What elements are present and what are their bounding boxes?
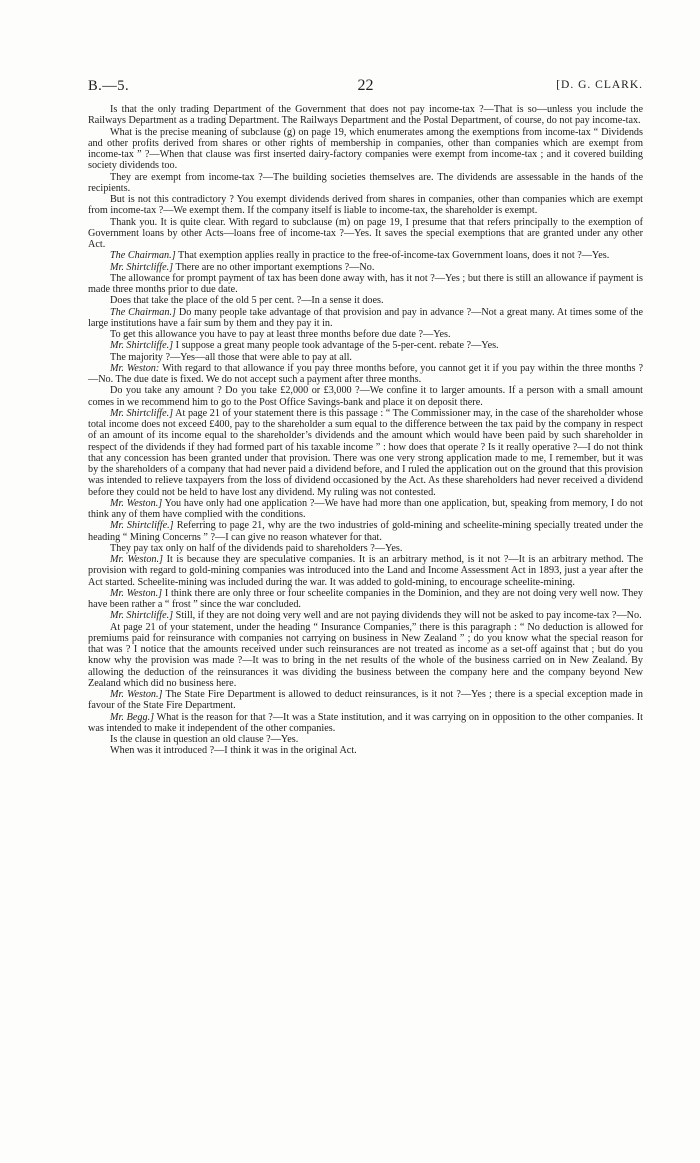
paragraph-text: The State Fire Department is allowed to deduct reinsurances, is it not ?—Yes ; there is a special exception made in favour of the State Fire Department. [88, 689, 643, 712]
paragraph-text: Still, if they are not doing very well and are not paying dividends they will not be asked to pay income-tax ?—No. [175, 610, 642, 622]
paragraph [88, 250, 643, 261]
speaker-label: The Chairman.] [110, 306, 176, 318]
paragraph [88, 734, 643, 745]
paragraph-text: With regard to that allowance if you pay three months before, you cannot get it if you pay within the three months ?—No. The due date is fixed. We do not accept such a payment after three months. [88, 362, 643, 385]
paragraph [88, 689, 643, 712]
paragraph-text: At page 21 of your statement, under the heading “ Insurance Companies,” there is this paragraph : “ No deduction is allowed for premiums paid for reinsurance with companies not carrying on business in New Zealand ” ; do you know what the special reason for that was ? I notice that the amounts received under such reinsurances are not treated as income as a set-off against that ; but do you know why the provision was made ?—It was to bring in the net results of the whole of the business carried on in New Zealand. By allowing the deduction of the reinsurances it was dividing the business between the company here and the company beyond New Zealand which did no business here. [88, 621, 643, 689]
paragraph [88, 127, 643, 172]
paragraph [88, 307, 643, 330]
paragraph-text: You have only had one application ?—We have had more than one application, but, speaking from memory, I do not think any of them have complied with the conditions. [88, 497, 643, 520]
paragraph [88, 622, 643, 690]
paragraph [88, 498, 643, 521]
paragraph-text: To get this allowance you have to pay at least three months before due date ?—Yes. [110, 329, 451, 340]
paragraph [88, 295, 643, 306]
paragraph [88, 385, 643, 408]
paragraph-text: Referring to page 21, why are the two industries of gold-mining and scheelite-mining specially treated under the heading “ Mining Concerns ” ?—I can give no reason whatever for that. [88, 520, 644, 543]
paragraph [88, 194, 643, 217]
paragraph [88, 172, 643, 195]
paragraph [88, 352, 643, 363]
speaker-label: Mr. Weston.] [110, 689, 163, 700]
paragraph [88, 273, 643, 296]
speaker-label: Mr. Shirtcliffe.] [110, 340, 174, 352]
speaker-label: Mr. Shirtcliffe.] [110, 520, 174, 532]
paragraph-text: Does that take the place of the old 5 per cent. ?—In a sense it does. [110, 295, 384, 307]
paper-reference: B.—5. [88, 78, 130, 94]
paragraph [88, 588, 643, 611]
paragraph-text: What is the precise meaning of subclause (g) on page 19, which enumerates among the exemptions from income-tax “ Dividends and other profits derived from shares or other rights of membership in companies, other than companies which are exempt from income-tax ” ?—When that clause was first inserted dairy-factory companies were exempt from income-tax ; and it covered building society dividends too. [88, 126, 643, 172]
paragraph [88, 104, 643, 127]
witness-name: [D. G. CLARK. [556, 79, 643, 91]
paragraph-text: When was it introduced ?—I think it was in the original Act. [110, 745, 357, 757]
paragraph-text: What is the reason for that ?—It was a State institution, and it was carrying on in opposition to the other companies. It was intended to make it independent of the other companies. [88, 711, 643, 734]
paragraph-text: But is not this contradictory ? You exempt dividends derived from shares in companies, other than companies which are exempt from income-tax ?—We exempt them. If the company itself is liable to income-tax, the shareholder is exempt. [88, 194, 643, 217]
speaker-label: Mr. Weston: [110, 362, 160, 374]
paragraph-text: The majority ?—Yes—all those that were able to pay at all. [110, 351, 352, 363]
paragraph [88, 745, 643, 756]
paragraph [88, 262, 643, 273]
page-header [88, 78, 643, 100]
paragraph [88, 610, 643, 621]
document-body [88, 104, 643, 757]
speaker-label: Mr. Shirtcliffe.] [110, 610, 174, 622]
paragraph-text: At page 21 of your statement there is this passage : “ The Commissioner may, in the case of the shareholder whose total income does not exceed £400, pay to the shareholder a sum equal to the difference between the tax paid by the company in respect of an amount of its income equal to the shareholder’s dividends and the amount which would have been paid by such shareholder in respect of the dividends if they had formed part of his taxable income ” : how does that operate ? Is it really operative ?—I do not think that any concession has been granted under that provision. There was one very strong application made to me, I remember, but it was by the shareholders of a company that had never paid a dividend before, and I ruled the application out on the ground that this provision was intended to relieve taxpayers from the loss of dividend occasioned by the Act. As these shareholders had never received a dividend before they could not be held to have lost any dividend. My ruling was not contested. [88, 407, 644, 498]
paragraph-text: Is that the only trading Department of the Government that does not pay income-tax ?—That is so—unless you include the Railways Department as a trading Department. The Railways Department and the Postal Department, of course, do not pay income-tax. [88, 104, 643, 127]
paragraph-text: Is the clause in question an old clause ?—Yes. [110, 734, 299, 745]
paragraph [88, 712, 643, 735]
paragraph-text: There are no other important exemptions ?—No. [175, 261, 375, 273]
speaker-label: Mr. Weston.] [110, 497, 163, 509]
paragraph [88, 329, 643, 340]
speaker-label: Mr. Shirtcliffe.] [110, 261, 174, 273]
paragraph-text: The allowance for prompt payment of tax has been done away with, has it not ?—Yes ; but there is still an allowance if payment is made three months prior to due date. [88, 272, 643, 295]
paragraph-text: Do you take any amount ? Do you take £2,000 or £3,000 ?—We confine it to larger amounts. If a person with a small amount comes in we recommend him to go to the Post Office Savings-bank and place it on deposit there. [88, 385, 643, 408]
speaker-label: Mr. Weston.] [110, 587, 163, 599]
paragraph-text: I suppose a great many people took advantage of the 5-per-cent. rebate ?—Yes. [175, 340, 499, 352]
paragraph [88, 363, 643, 386]
paragraph-text: Thank you. It is quite clear. With regard to subclause (m) on page 19, I presume that that refers principally to the exemption of Government loans by other Acts—loans free of income-tax ?—Yes. It saves the special exemptions that are granted under any other Act. [88, 216, 643, 250]
paragraph-text: They pay tax only on half of the dividends paid to shareholders ?—Yes. [110, 542, 403, 554]
paragraph [88, 520, 643, 543]
paragraph [88, 554, 643, 588]
paragraph-text: That exemption applies really in practice to the free-of-income-tax Government loans, does it not ?—Yes. [178, 250, 610, 262]
speaker-label: The Chairman.] [110, 250, 176, 262]
paragraph [88, 408, 643, 498]
page-number: 22 [357, 77, 374, 94]
paragraph-text: It is because they are speculative companies. It is an arbitrary method, is it not ?—It is an arbitrary method. The provision with regard to gold-mining companies was introduced into the Land and Income Assessment Act in 1893, just a year after the Act started. Scheelite-mining was included during the war. It was added to gold-mining, to encourage scheelite-mining. [88, 554, 644, 588]
speaker-label: Mr. Begg.] [110, 711, 155, 723]
paragraph-text: They are exempt from income-tax ?—The building societies themselves are. The dividends are assessable in the hands of the recipients. [88, 171, 643, 194]
paragraph [88, 340, 643, 351]
speaker-label: Mr. Shirtcliffe.] [110, 407, 174, 419]
paragraph [88, 217, 643, 251]
paragraph [88, 543, 643, 554]
speaker-label: Mr. Weston.] [110, 554, 164, 565]
paragraph-text: Do many people take advantage of that provision and pay in advance ?—Not a great many. At times some of the large institutions have a fair sum by them and they pay it in. [88, 306, 643, 329]
paragraph-text: I think there are only three or four scheelite companies in the Dominion, and they are not doing very well now. They have been rather a “ frost ” since the war concluded. [88, 587, 644, 610]
